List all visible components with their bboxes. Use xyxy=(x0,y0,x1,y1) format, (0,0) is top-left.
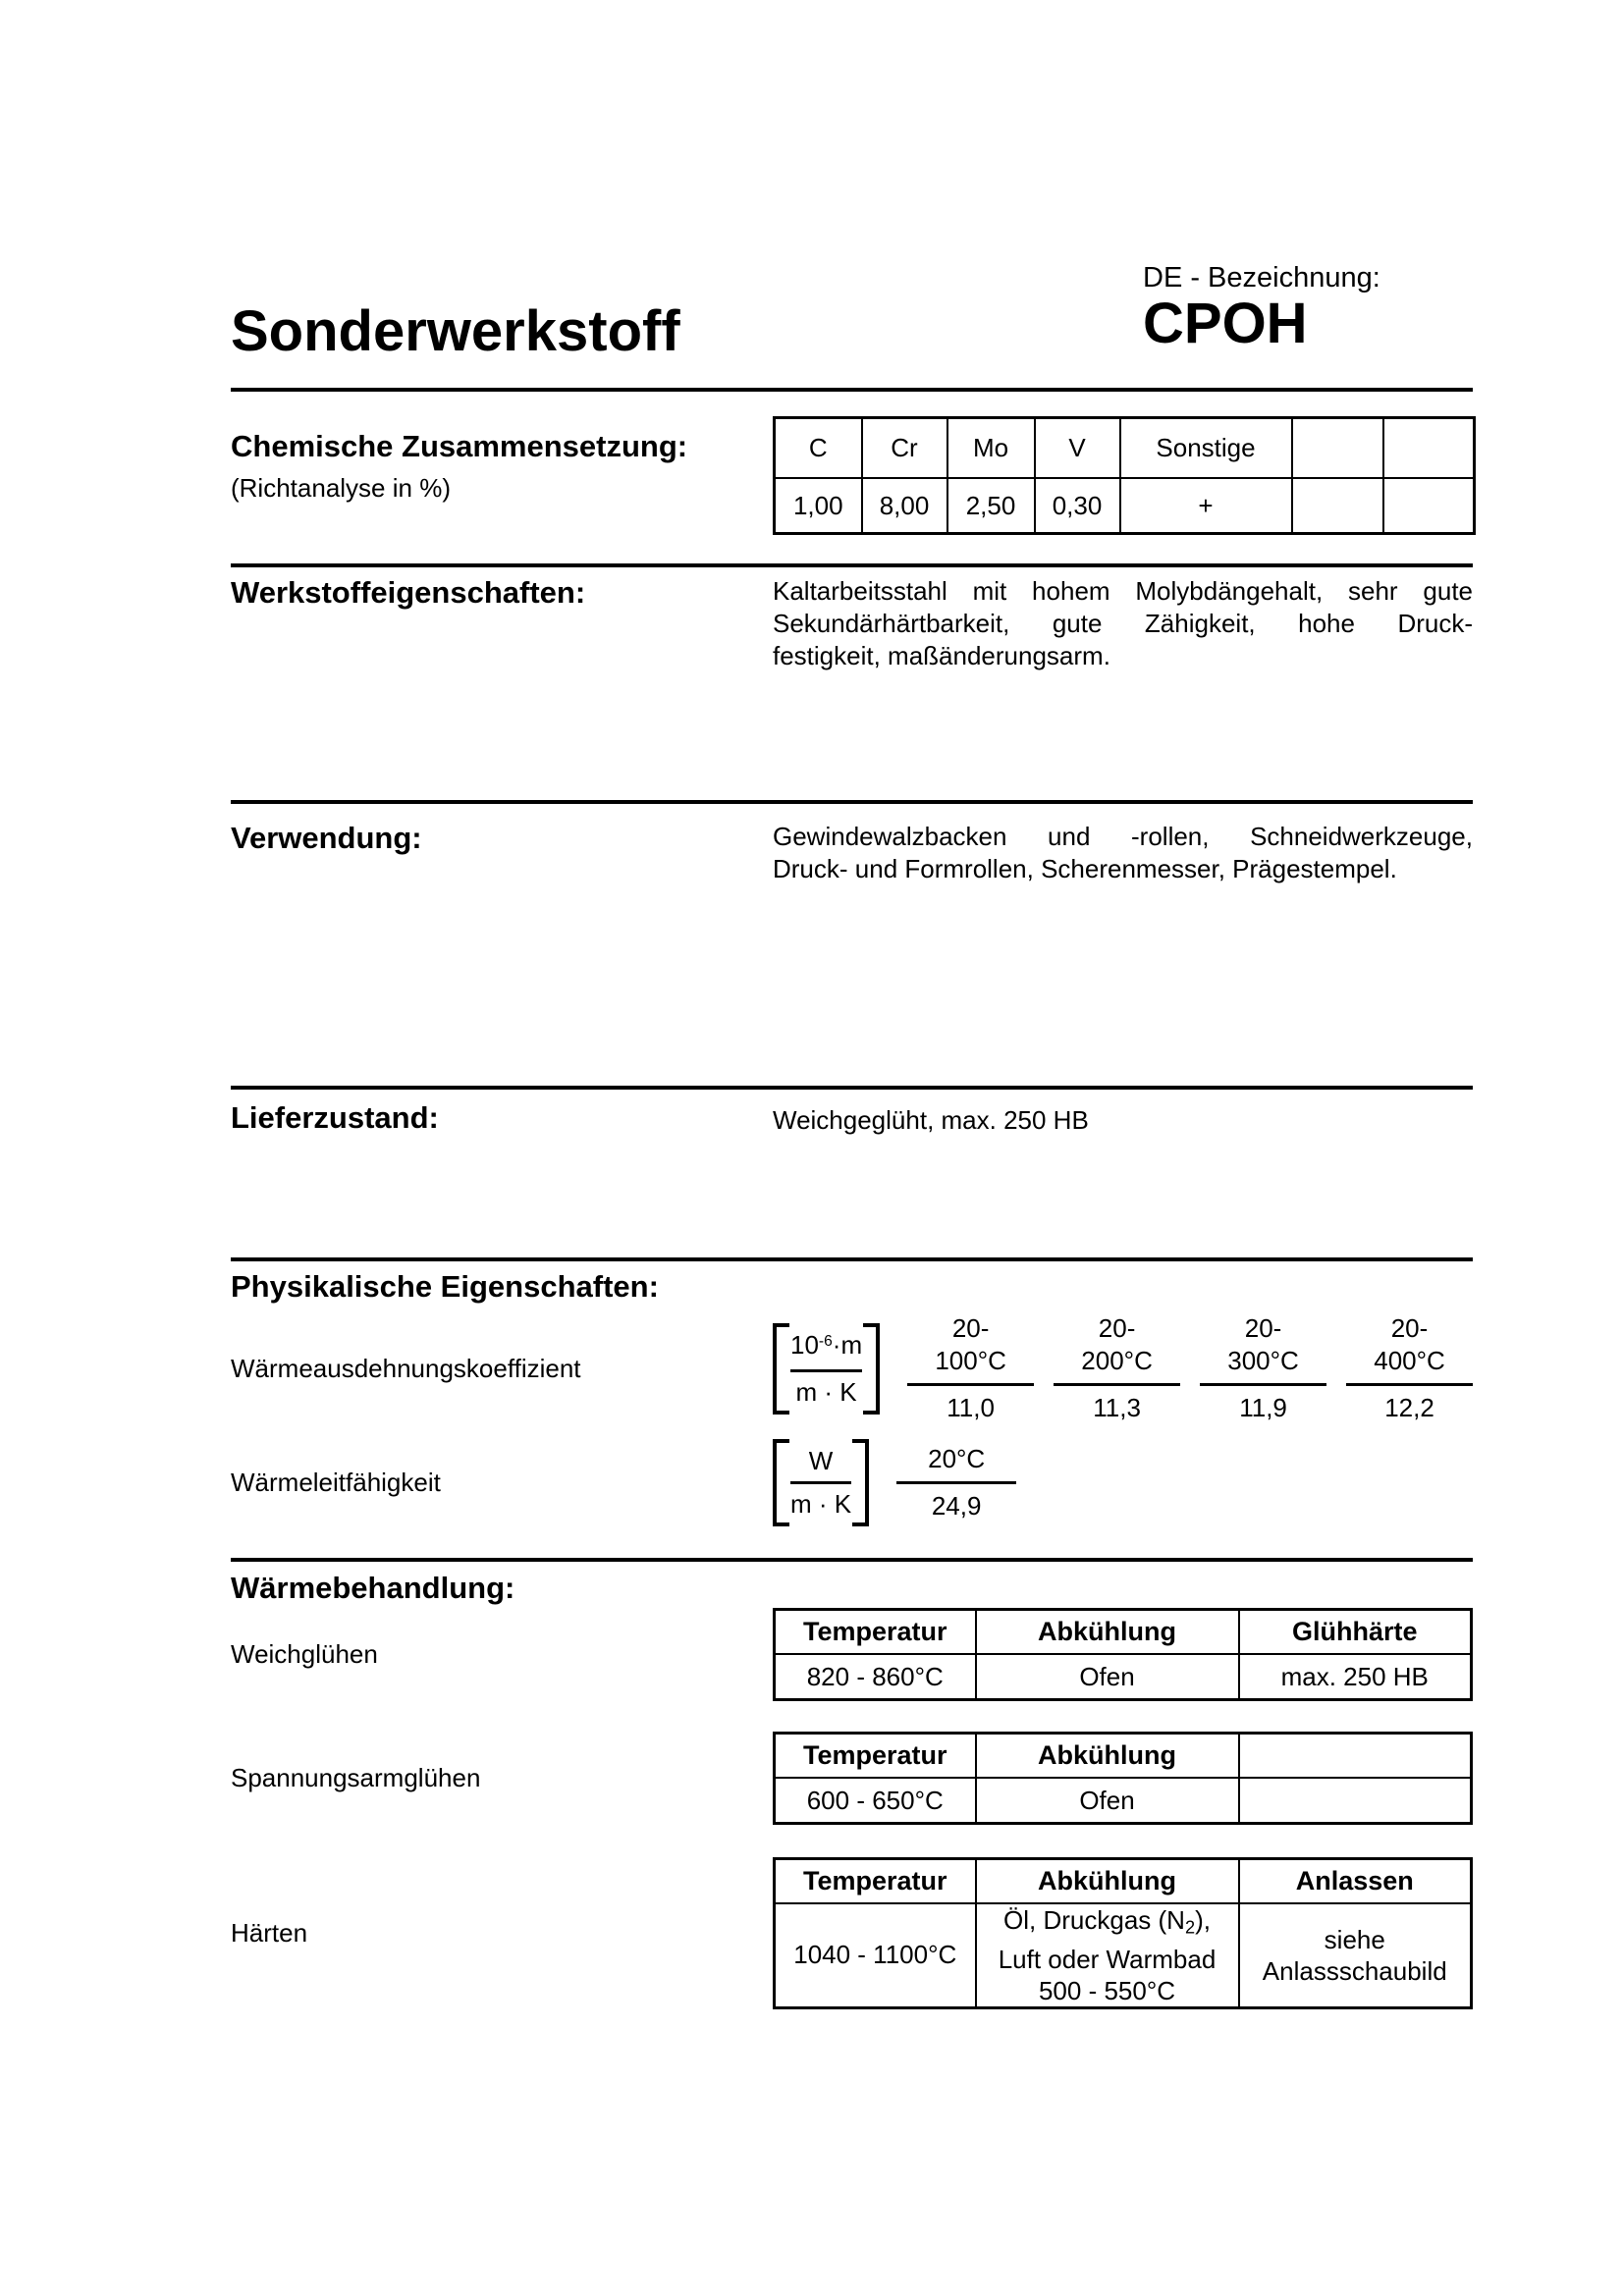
properties-text xyxy=(773,575,1473,672)
section-usage xyxy=(231,821,1473,885)
table-header-cell: Abkühlung xyxy=(976,1610,1239,1655)
properties-heading: Werkstoffeigenschaften: xyxy=(231,575,586,610)
cooling-line-2: Luft oder Warmbad xyxy=(998,1944,1217,1974)
expansion-value: 12,2 xyxy=(1384,1393,1434,1422)
delivery-heading: Lieferzustand: xyxy=(231,1100,439,1135)
chem-value-cell xyxy=(1292,478,1383,534)
unit-fraction xyxy=(790,1445,851,1521)
cooling-line-3: 500 - 550°C xyxy=(1038,1975,1176,2005)
unit-numerator xyxy=(790,1329,862,1365)
cooling-line1-text: Öl, Druckgas (N xyxy=(1003,1905,1185,1935)
chem-col-header: Mo xyxy=(947,418,1035,479)
chem-value-cell: 1,00 xyxy=(775,478,862,534)
expansion-temp-range: 20-400°C xyxy=(1374,1313,1445,1375)
divider-rule-5 xyxy=(231,1257,1473,1261)
page-content xyxy=(231,0,1473,2296)
hardening-label: Härten xyxy=(231,1917,308,1948)
table-value-row xyxy=(775,1778,1472,1824)
unit-num-exponent: -6 xyxy=(818,1333,833,1351)
chem-col-header xyxy=(1383,418,1475,479)
chem-value-cell: + xyxy=(1120,478,1292,534)
chemical-heading: Chemische Zusammensetzung: xyxy=(231,429,688,463)
usage-text-line: Gewindewalzbacken und -rollen, Schneidwerkzeuge, xyxy=(773,822,1473,851)
chem-col-header: Sonstige xyxy=(1120,418,1292,479)
chem-value-cell: 2,50 xyxy=(947,478,1035,534)
column-underline xyxy=(1054,1383,1180,1386)
tempering-line-1: siehe xyxy=(1324,1924,1385,1954)
properties-text-line: Kaltarbeitsstahl mit hohem Molybdängehalt, sehr gute xyxy=(773,576,1473,606)
column-underline xyxy=(896,1481,1016,1484)
delivery-label-col xyxy=(231,1100,773,1137)
usage-text-line: Druck- und Formrollen, Scherenmesser, Prägestempel. xyxy=(773,854,1397,883)
heat-treatment-heading: Wärmebehandlung: xyxy=(231,1571,515,1605)
chem-value-cell: 0,30 xyxy=(1035,478,1120,534)
expansion-value: 11,9 xyxy=(1239,1393,1287,1422)
designation-label: DE - Bezeichnung: xyxy=(1143,262,1380,294)
section-delivery-condition xyxy=(231,1100,1473,1137)
table-value-cell: 820 - 860°C xyxy=(775,1654,976,1700)
unit-fraction-bracket xyxy=(773,1323,880,1415)
tempering-lines xyxy=(1244,1924,1467,1987)
table-header-row xyxy=(775,1734,1472,1779)
chem-col-header: Cr xyxy=(862,418,947,479)
divider-rule-1 xyxy=(231,388,1473,392)
unit-fraction xyxy=(790,1329,862,1409)
unit-num-base: 10 xyxy=(790,1329,819,1360)
table-header-cell: Temperatur xyxy=(775,1734,976,1779)
fraction-bar xyxy=(790,1369,862,1372)
table-value-cell: 600 - 650°C xyxy=(775,1778,976,1824)
usage-label-col xyxy=(231,821,773,885)
tempering-line-2: Anlassschaubild xyxy=(1262,1955,1447,1986)
chemical-subheading: (Richtanalyse in %) xyxy=(231,473,451,503)
soft-annealing-table xyxy=(773,1608,1473,1701)
soft-annealing-label: Weichglühen xyxy=(231,1639,378,1669)
expansion-columns xyxy=(907,1312,1473,1424)
thermal-conductivity-label: Wärmeleitfähigkeit xyxy=(231,1468,441,1497)
thermal-conductivity-row xyxy=(231,1439,1473,1526)
table-header-cell xyxy=(1239,1734,1472,1779)
table-header-row xyxy=(775,1610,1472,1655)
table-header-cell: Temperatur xyxy=(775,1610,976,1655)
unit-numerator: W xyxy=(808,1446,834,1475)
cooling-lines xyxy=(981,1904,1234,2006)
conductivity-temp: 20°C xyxy=(928,1444,986,1473)
usage-text xyxy=(773,821,1473,885)
thermal-expansion-label: Wärmeausdehnungskoeffizient xyxy=(231,1353,581,1383)
divider-rule-3 xyxy=(231,800,1473,804)
expansion-column xyxy=(1346,1312,1473,1424)
expansion-column xyxy=(1200,1312,1326,1424)
nitrogen-subscript: 2 xyxy=(1184,1917,1196,1938)
chem-col-header: V xyxy=(1035,418,1120,479)
physical-heading: Physikalische Eigenschaften: xyxy=(231,1269,659,1304)
divider-rule-6 xyxy=(231,1558,1473,1562)
expansion-temp-range: 20-200°C xyxy=(1081,1313,1153,1375)
expansion-temp-range: 20-300°C xyxy=(1227,1313,1299,1375)
table-header-row xyxy=(775,1859,1472,1904)
table-value-row xyxy=(775,1903,1472,2007)
cooling-line-1 xyxy=(981,1904,1234,1944)
conductivity-value: 24,9 xyxy=(931,1491,982,1521)
table-value-cell: Ofen xyxy=(976,1778,1239,1824)
divider-rule-2 xyxy=(231,563,1473,567)
soft-annealing-row xyxy=(231,1608,1473,1701)
unit-fraction-bracket xyxy=(773,1439,869,1526)
chem-col-header: C xyxy=(775,418,862,479)
unit-denominator: m · K xyxy=(795,1376,857,1407)
table-header-cell: Anlassen xyxy=(1239,1859,1472,1904)
conductivity-column xyxy=(896,1443,1016,1522)
delivery-text: Weichgeglüht, max. 250 HB xyxy=(773,1105,1089,1135)
expansion-column xyxy=(1054,1312,1180,1424)
table-value-cell xyxy=(1239,1778,1472,1824)
designation-block xyxy=(1143,261,1380,353)
chemical-header-row xyxy=(775,418,1475,479)
column-underline xyxy=(907,1383,1034,1386)
expansion-value: 11,0 xyxy=(947,1393,995,1422)
expansion-temp-range: 20-100°C xyxy=(935,1313,1006,1375)
table-value-cell: max. 250 HB xyxy=(1239,1654,1472,1700)
unit-denominator: m · K xyxy=(790,1489,852,1519)
cooling-line1-close: ), xyxy=(1195,1905,1211,1935)
hardening-temp-cell: 1040 - 1100°C xyxy=(775,1903,976,2007)
thermal-conductivity-value xyxy=(773,1439,1016,1526)
page-title: Sonderwerkstoff xyxy=(231,299,680,363)
chem-value-cell: 8,00 xyxy=(862,478,947,534)
expansion-column xyxy=(907,1312,1034,1424)
column-underline xyxy=(1200,1383,1326,1386)
unit-num-rest: ·m xyxy=(832,1329,863,1360)
expansion-value: 11,3 xyxy=(1093,1393,1141,1422)
chemical-composition-table xyxy=(773,416,1476,535)
hardening-tempering-cell xyxy=(1239,1903,1472,2007)
thermal-expansion-row xyxy=(231,1312,1473,1424)
divider-rule-4 xyxy=(231,1086,1473,1090)
chem-value-cell xyxy=(1383,478,1475,534)
column-underline xyxy=(1346,1383,1473,1386)
usage-heading: Verwendung: xyxy=(231,821,422,855)
chemical-value-row xyxy=(775,478,1475,534)
section-chemical-composition xyxy=(231,416,1473,535)
chemical-table-wrap xyxy=(773,416,1473,535)
table-value-cell: Ofen xyxy=(976,1654,1239,1700)
stress-relief-row xyxy=(231,1732,1473,1825)
hardening-table xyxy=(773,1857,1473,2009)
table-header-cell: Temperatur xyxy=(775,1859,976,1904)
chem-col-header xyxy=(1292,418,1383,479)
stress-relief-table xyxy=(773,1732,1473,1825)
section-material-properties xyxy=(231,575,1473,672)
thermal-expansion-value xyxy=(773,1312,1473,1424)
conductivity-columns xyxy=(896,1443,1016,1522)
fraction-bar xyxy=(790,1481,851,1484)
hardening-cooling-cell xyxy=(976,1903,1239,2007)
table-value-row xyxy=(775,1654,1472,1700)
designation-value: CPOH xyxy=(1143,292,1308,355)
table-header-cell: Glühhärte xyxy=(1239,1610,1472,1655)
properties-text-line: festigkeit, maßänderungsarm. xyxy=(773,641,1110,670)
chemical-label-col xyxy=(231,416,773,535)
properties-text-line: Sekundärhärtbarkeit, gute Zähigkeit, hohe Druck- xyxy=(773,609,1473,638)
stress-relief-label: Spannungsarmglühen xyxy=(231,1763,481,1792)
table-header-cell: Abkühlung xyxy=(976,1734,1239,1779)
properties-label-col xyxy=(231,575,773,672)
table-header-cell: Abkühlung xyxy=(976,1859,1239,1904)
hardening-row xyxy=(231,1857,1473,2009)
